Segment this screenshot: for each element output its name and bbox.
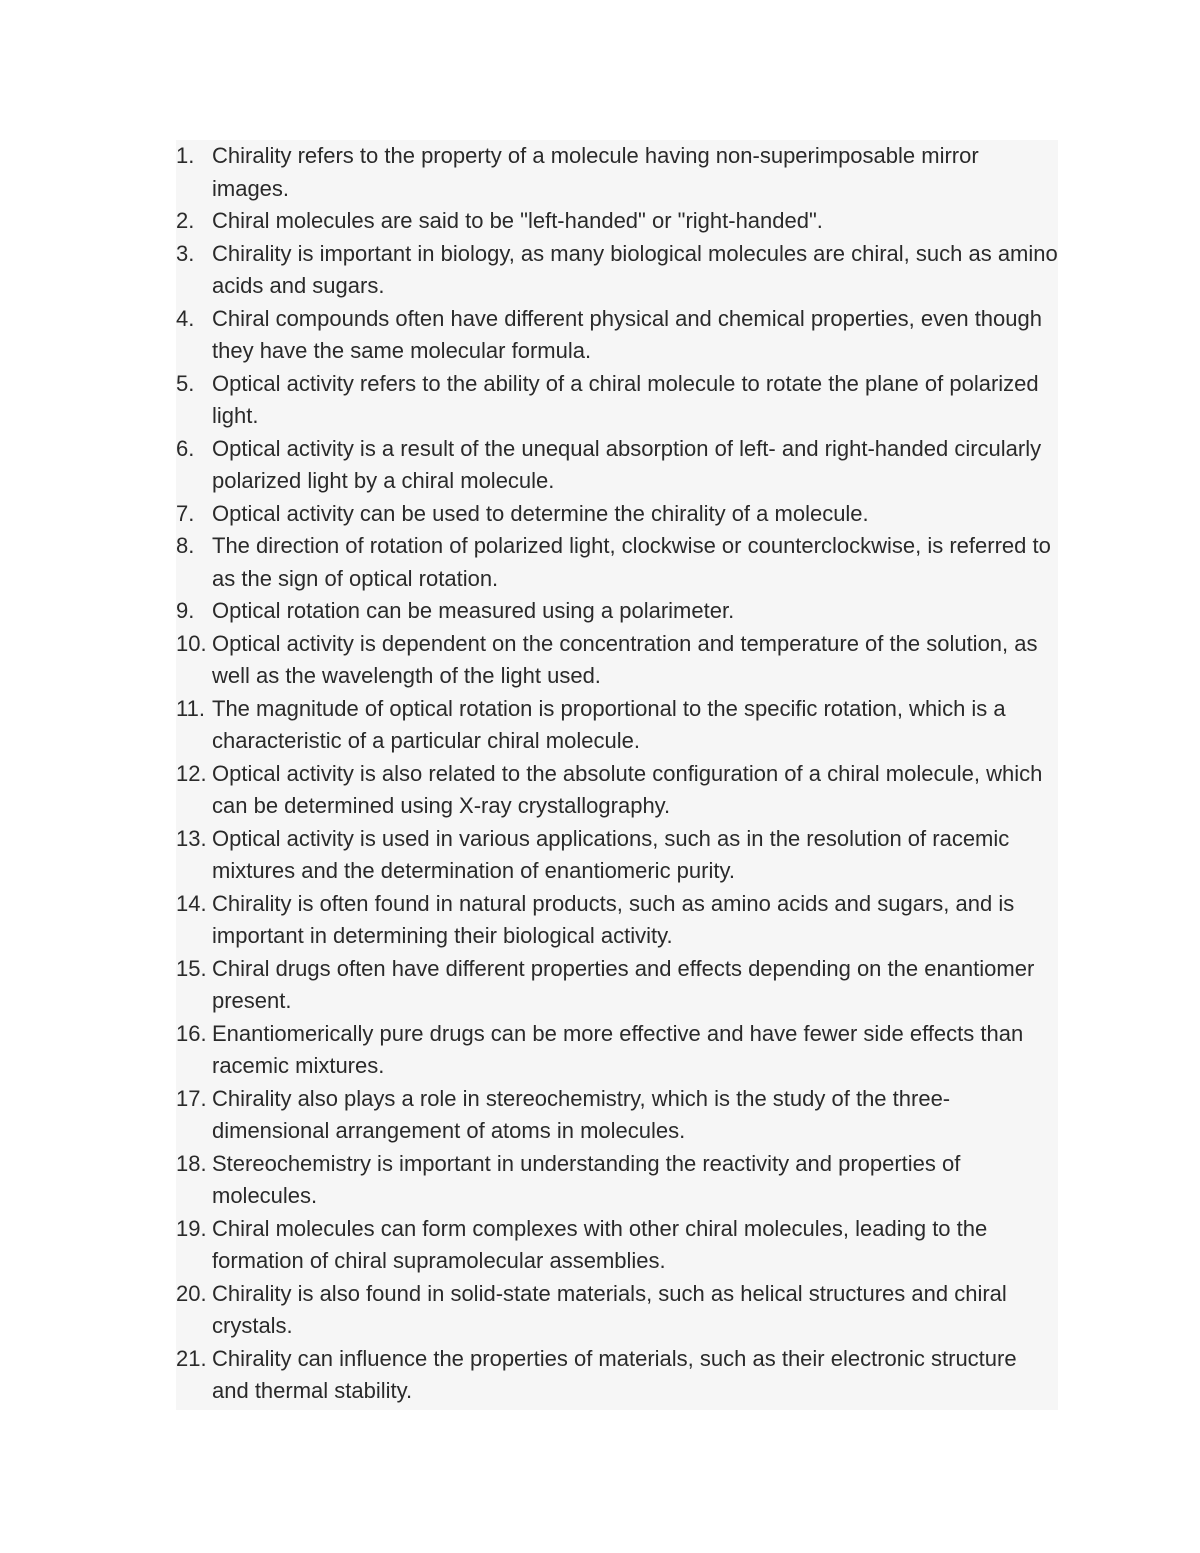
- list-item-number: 17.: [176, 1085, 207, 1111]
- list-item-number: 6.: [176, 435, 195, 461]
- list-item: [176, 1213, 1058, 1278]
- list-item-number: 8.: [176, 533, 195, 558]
- list-item-number: 4.: [176, 305, 195, 331]
- list-item: [176, 368, 1058, 433]
- list-item-text: Chirality refers to the property of a molecule having non-superimposable mirror images.: [212, 143, 979, 201]
- list-item-text: Chiral drugs often have different properties and effects depending on the enantiomer present.: [212, 955, 1035, 1013]
- list-item-text: Enantiomerically pure drugs can be more effective and have fewer side effects than racemic mixtures.: [212, 1020, 1024, 1078]
- list-item-number: 18.: [176, 1150, 207, 1176]
- list-item: [176, 1018, 1058, 1083]
- list-item: [176, 1148, 1058, 1213]
- list-item: [176, 758, 1058, 823]
- list-item-text: Optical activity is a result of the unequal absorption of left- and right-handed circularly polarized light by a chiral molecule.: [212, 435, 1042, 493]
- list-item-text: Optical activity can be used to determine the chirality of a molecule.: [212, 500, 869, 526]
- list-item-number: 20.: [176, 1280, 207, 1306]
- list-item: [176, 888, 1058, 953]
- list-item: [176, 433, 1058, 498]
- list-item-text: Stereochemistry is important in understanding the reactivity and properties of molecules.: [212, 1150, 961, 1208]
- list-item: [176, 1278, 1058, 1343]
- list-item: [176, 238, 1058, 303]
- list-item-number: 11.: [176, 695, 205, 721]
- list-item: [176, 498, 1058, 531]
- list-item-text: Chiral molecules can form complexes with other chiral molecules, leading to the formation of chiral supramolecular assemblies.: [212, 1215, 988, 1273]
- list-item-text: Optical rotation can be measured using a polarimeter.: [212, 598, 735, 623]
- numbered-list: [176, 140, 1058, 1408]
- list-item-text: The direction of rotation of polarized light, clockwise or counterclockwise, is referred to as the sign of optical rotation.: [212, 533, 1051, 591]
- list-item: [176, 628, 1058, 693]
- list-item-number: 9.: [176, 598, 195, 623]
- list-item-text: Chirality also plays a role in stereochemistry, which is the study of the three-dimensional arrangement of atoms in molecules.: [212, 1085, 951, 1143]
- list-item-number: 16.: [176, 1020, 207, 1046]
- list-item-number: 2.: [176, 208, 195, 233]
- list-item-text: Chirality is often found in natural products, such as amino acids and sugars, and is important in determining their biological activity.: [212, 890, 1015, 948]
- list-item: [176, 205, 1058, 238]
- list-item-number: 5.: [176, 370, 195, 396]
- list-item-number: 21.: [176, 1345, 207, 1371]
- list-item-text: Chirality is also found in solid-state materials, such as helical structures and chiral crystals.: [212, 1280, 1007, 1338]
- list-item: [176, 595, 1058, 628]
- list-item: [176, 140, 1058, 205]
- content-block: [176, 140, 1058, 1410]
- list-item-number: 7.: [176, 500, 195, 526]
- list-item-text: Optical activity refers to the ability of a chiral molecule to rotate the plane of polarized light.: [212, 370, 1039, 428]
- list-item-text: The magnitude of optical rotation is proportional to the specific rotation, which is a characteristic of a particular chiral molecule.: [212, 695, 1006, 753]
- list-item-number: 1.: [176, 143, 195, 168]
- list-item-number: 12.: [176, 760, 207, 786]
- list-item-text: Chirality can influence the properties of materials, such as their electronic structure and thermal stability.: [212, 1345, 1017, 1403]
- list-item-number: 10.: [176, 630, 207, 656]
- list-item-text: Optical activity is also related to the absolute configuration of a chiral molecule, which can be determined using X-ray crystallography.: [212, 760, 1043, 818]
- list-item-number: 3.: [176, 240, 195, 266]
- list-item: [176, 1083, 1058, 1148]
- list-item: [176, 953, 1058, 1018]
- list-item: [176, 823, 1058, 888]
- list-item-number: 15.: [176, 955, 207, 981]
- list-item-text: Chirality is important in biology, as many biological molecules are chiral, such as amino acids and sugars.: [212, 240, 1058, 298]
- list-item: [176, 1343, 1058, 1408]
- list-item-number: 13.: [176, 825, 207, 851]
- list-item-text: Chiral compounds often have different physical and chemical properties, even though they have the same molecular formula.: [212, 305, 1042, 363]
- list-item: [176, 693, 1058, 758]
- list-item: [176, 303, 1058, 368]
- list-item-text: Chiral molecules are said to be "left-handed" or "right-handed".: [212, 208, 823, 233]
- list-item: [176, 530, 1058, 595]
- list-item-text: Optical activity is dependent on the concentration and temperature of the solution, as well as the wavelength of the light used.: [212, 630, 1038, 688]
- list-item-number: 19.: [176, 1215, 207, 1241]
- list-item-number: 14.: [176, 890, 207, 916]
- list-item-text: Optical activity is used in various applications, such as in the resolution of racemic mixtures and the determination of enantiomeric purity.: [212, 825, 1010, 883]
